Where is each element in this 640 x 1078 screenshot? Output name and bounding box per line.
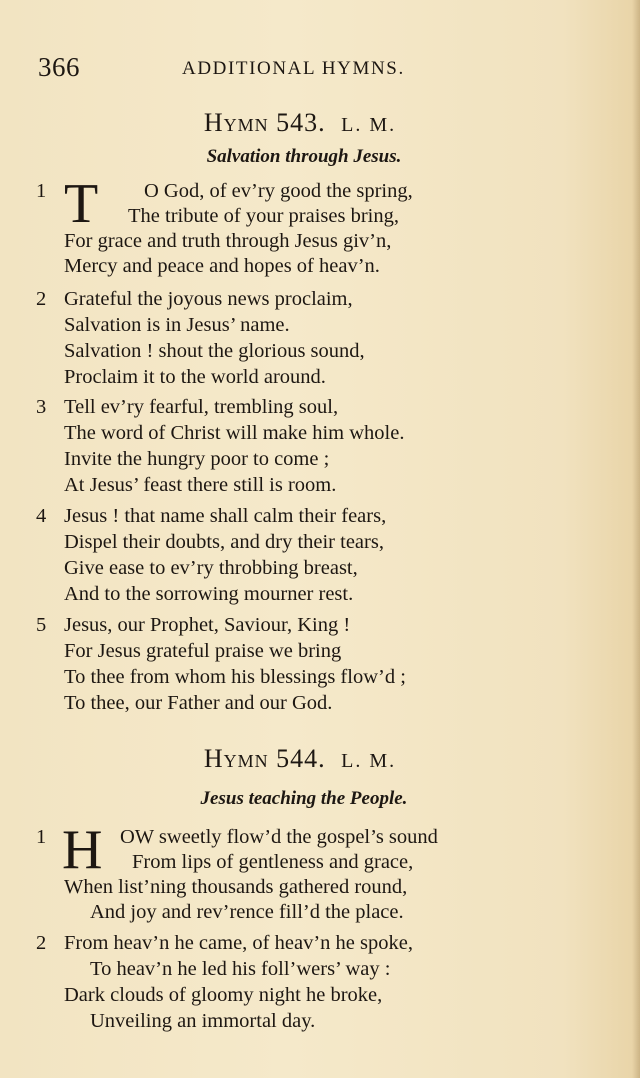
hymn-number: 544. bbox=[276, 744, 326, 773]
stanza-number: 5 bbox=[36, 614, 47, 636]
page-number: 366 bbox=[38, 52, 80, 82]
hymn-subtitle: Jesus teaching the People. bbox=[200, 788, 408, 809]
hymn-line: To thee, our Father and our God. bbox=[64, 692, 333, 714]
hymn-line: From lips of gentleness and grace, bbox=[132, 851, 414, 873]
hymn-line: Tell ev’ry fearful, trembling soul, bbox=[64, 396, 339, 418]
hymn-line: Give ease to ev’ry throbbing breast, bbox=[64, 557, 358, 579]
hymn-line: OW sweetly flow’d the gospel’s sound bbox=[120, 826, 438, 848]
hymn-line: When list’ning thousands gathered round, bbox=[64, 876, 408, 898]
stanza-number: 1 bbox=[36, 180, 47, 202]
hymn-line: Dark clouds of gloomy night he broke, bbox=[64, 984, 383, 1006]
hymn-number: 543. bbox=[276, 108, 326, 137]
hymn-line: Salvation ! shout the glorious sound, bbox=[64, 340, 365, 362]
drop-cap: H bbox=[62, 819, 103, 881]
hymn-meter: L. M. bbox=[341, 114, 397, 136]
hymn-line: O God, of ev’ry good the spring, bbox=[144, 180, 413, 202]
hymn-line: From heav’n he came, of heav’n he spoke, bbox=[64, 932, 413, 954]
hymn-title-word: Hymn bbox=[203, 744, 269, 773]
hymn-line: Mercy and peace and hopes of heav’n. bbox=[64, 255, 380, 277]
hymn-title bbox=[0, 744, 600, 774]
stanza-number: 1 bbox=[36, 826, 47, 848]
hymn-line: For Jesus grateful praise we bring bbox=[64, 640, 342, 662]
hymn-title bbox=[0, 108, 600, 138]
hymn-line: And to the sorrowing mourner rest. bbox=[64, 583, 354, 605]
hymn-title-word: Hymn bbox=[203, 108, 269, 137]
hymn-line: At Jesus’ feast there still is room. bbox=[64, 474, 337, 496]
hymn-line: Jesus, our Prophet, Saviour, King ! bbox=[64, 614, 351, 636]
hymn-line: Unveiling an immortal day. bbox=[90, 1010, 316, 1032]
hymn-line: And joy and rev’rence fill’d the place. bbox=[90, 901, 404, 923]
stanza-number: 2 bbox=[36, 932, 47, 954]
hymn-line: Proclaim it to the world around. bbox=[64, 366, 326, 388]
hymn-line: Jesus ! that name shall calm their fears, bbox=[64, 505, 387, 527]
stanza-number: 2 bbox=[36, 288, 47, 310]
hymn-line: The tribute of your praises bring, bbox=[128, 205, 399, 227]
hymn-line: Dispel their doubts, and dry their tears, bbox=[64, 531, 384, 553]
page-edge-shadow bbox=[632, 0, 640, 1078]
hymn-line: To thee from whom his blessings flow’d ; bbox=[64, 666, 406, 688]
hymn-subtitle: Salvation through Jesus. bbox=[206, 146, 402, 167]
hymn-meter: L. M. bbox=[341, 750, 397, 772]
page-header bbox=[38, 52, 448, 86]
hymn-line: To heav’n he led his foll’wers’ way : bbox=[90, 958, 391, 980]
hymn-line: Grateful the joyous news proclaim, bbox=[64, 288, 353, 310]
hymn-line: The word of Christ will make him whole. bbox=[64, 422, 405, 444]
hymn-line: For grace and truth through Jesus giv’n, bbox=[64, 230, 392, 252]
drop-cap: T bbox=[64, 173, 99, 235]
running-head: ADDITIONAL HYMNS. bbox=[182, 58, 405, 79]
hymn-line: Salvation is in Jesus’ name. bbox=[64, 314, 290, 336]
stanza-number: 3 bbox=[36, 396, 47, 418]
hymn-line: Invite the hungry poor to come ; bbox=[64, 448, 330, 470]
stanza-number: 4 bbox=[36, 505, 47, 527]
